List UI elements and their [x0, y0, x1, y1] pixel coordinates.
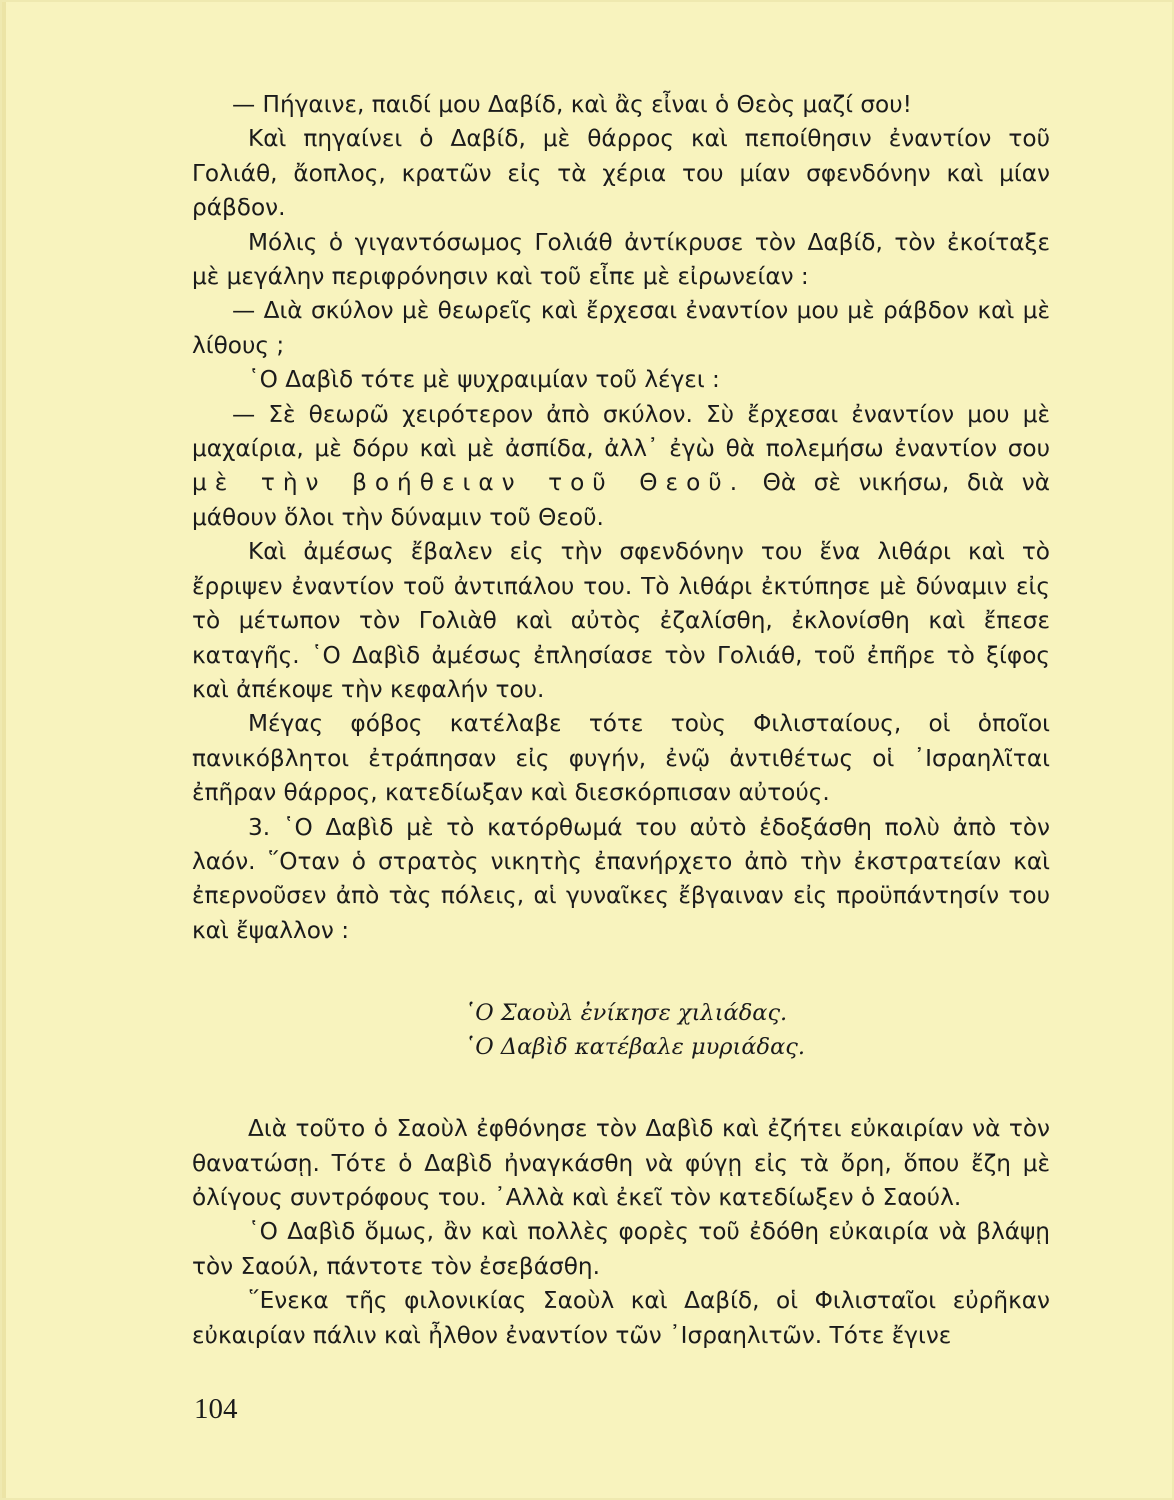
poem-line-1: ῾Ο Σαοὺλ ἐνίκησε χιλιάδας.	[464, 1000, 788, 1027]
paragraph-saul-envy: Διὰ τοῦτο ὁ Σαοὺλ ἐφθόνησε τὸν Δαβὶδ καὶ ἐζήτει εὐκαιρίαν νὰ τὸν θανατώσῃ. Τότε ὁ Δαβὶδ ἠναγκάσθη νὰ φύγῃ εἰς τὰ ὄρη, ὅπου ἔζη μὲ ὀλίγους συντρόφους του. ᾿Αλλὰ καὶ ἐκεῖ τὸν κατεδίωξεν ὁ Σαούλ.	[192, 1115, 1050, 1211]
paragraph-philistines-flee: Μέγας φόβος κατέλαβε τότε τοὺς Φιλισταίους, οἱ ὁποῖοι πανικόβλητοι ἐτράπησαν εἰς φυγήν, ἐνῷ ἀντιθέτως οἱ ᾿Ισραηλῖται ἐπῆραν θάρρος, κατεδίωξαν καὶ διεσκόρπισαν αὐτούς.	[192, 710, 1050, 807]
paragraph-dialog-2: — Διὰ σκύλον μὲ θεωρεῖς καὶ ἔρχεσαι ἐναντίον μου μὲ ράβδον καὶ μὲ λίθους ;	[192, 297, 1050, 359]
dialog-3-part-1: — Σὲ θεωρῶ χειρότερον ἀπὸ σκύλον. Σὺ ἔρχεσαι ἐναντίον μου μὲ μαχαίρια, μὲ δόρυ καὶ μὲ ἀσπίδα, ἀλλ᾿ ἐγὼ θὰ πολεμήσω ἐναντίον σου	[192, 400, 1050, 463]
dialog-3-emphasis: μὲ τὴν βοήθειαν τοῦ Θεοῦ.	[192, 469, 746, 497]
paragraph-david-goes: Καὶ πηγαίνει ὁ Δαβίδ, μὲ θάρρος καὶ πεποίθησιν ἐναντίον τοῦ Γολιάθ, ἄοπλος, κρατῶν εἰς τὰ χέρια του μίαν σφενδόνην καὶ μίαν ράβδον.	[192, 125, 1050, 222]
poem-line-2: ῾Ο Δαβὶδ κατέβαλε μυριάδας.	[464, 1034, 806, 1061]
paragraph-sling: Καὶ ἀμέσως ἔβαλεν εἰς τὴν σφενδόνην του ἕνα λιθάρι καὶ τὸ ἔρριψεν ἐναντίον τοῦ ἀντιπάλου του. Τὸ λιθάρι ἐκτύπησε μὲ δύναμιν εἰς τὸ μέτωπον τὸν Γολιὰθ καὶ αὐτὸς ἐζαλίσθη, ἐκλονίσθη καὶ ἔπεσε καταγῆς. ῾Ο Δαβὶδ ἀμέσως ἐπλησίασε τὸν Γολιάθ, τοῦ ἐπῆρε τὸ ξίφος καὶ ἀπέκοψε τὴν κεφαλήν του.	[192, 538, 1050, 703]
paragraph-philistines-return: ῞Ενεκα τῆς φιλονικίας Σαοὺλ καὶ Δαβίδ, οἱ Φιλισταῖοι εὐρῆκαν εὐκαιρίαν πάλιν καὶ ἦλθον ἐναντίον τῶν ᾿Ισραηλιτῶν. Τότε ἔγινε	[192, 1287, 1050, 1349]
paragraph-david-respects: ῾Ο Δαβὶδ ὅμως, ἂν καὶ πολλὲς φορὲς τοῦ ἐδόθη εὐκαιρία νὰ βλάψῃ τὸν Σαούλ, πάντοτε τὸν ἐσεβάσθη.	[192, 1218, 1050, 1280]
paragraph-david-says: ῾Ο Δαβὶδ τότε μὲ ψυχραιμίαν τοῦ λέγει :	[248, 366, 720, 394]
paragraph-goliath-looks: Μόλις ὁ γιγαντόσωμος Γολιάθ ἀντίκρυσε τὸν Δαβίδ, τὸν ἐκοίταξε μὲ μεγάλην περιφρόνησιν καὶ τοῦ εἶπε μὲ εἰρωνείαν :	[192, 228, 1050, 291]
paragraph-dialog-1: — Πήγαινε, παιδί μου Δαβίδ, καὶ ἂς εἶναι ὁ Θεὸς μαζί σου!	[232, 91, 912, 118]
page-number: 104	[194, 1393, 238, 1425]
dialog-3-part-2: Θὰ σὲ νικήσω, διὰ νὰ μάθουν ὅλοι τὴν δύναμιν τοῦ Θεοῦ.	[192, 469, 1051, 531]
body-text	[192, 88, 1050, 1353]
paragraph-section-3: 3. ῾Ο Δαβὶδ μὲ τὸ κατόρθωμά του αὐτὸ ἐδοξάσθη πολὺ ἀπὸ τὸν λαόν. ῞Οταν ὁ στρατὸς νικητὴς ἐπανήρχετο ἀπὸ τὴν ἐκστρατείαν καὶ ἐπερνοῦσεν ἀπὸ τὰς πόλεις, αἱ γυναῖκες ἔβγαιναν εἰς προϋπάντησίν του καὶ ἔψαλλον :	[192, 813, 1050, 944]
paragraph-dialog-3	[192, 398, 1050, 536]
poem	[192, 996, 1050, 1064]
